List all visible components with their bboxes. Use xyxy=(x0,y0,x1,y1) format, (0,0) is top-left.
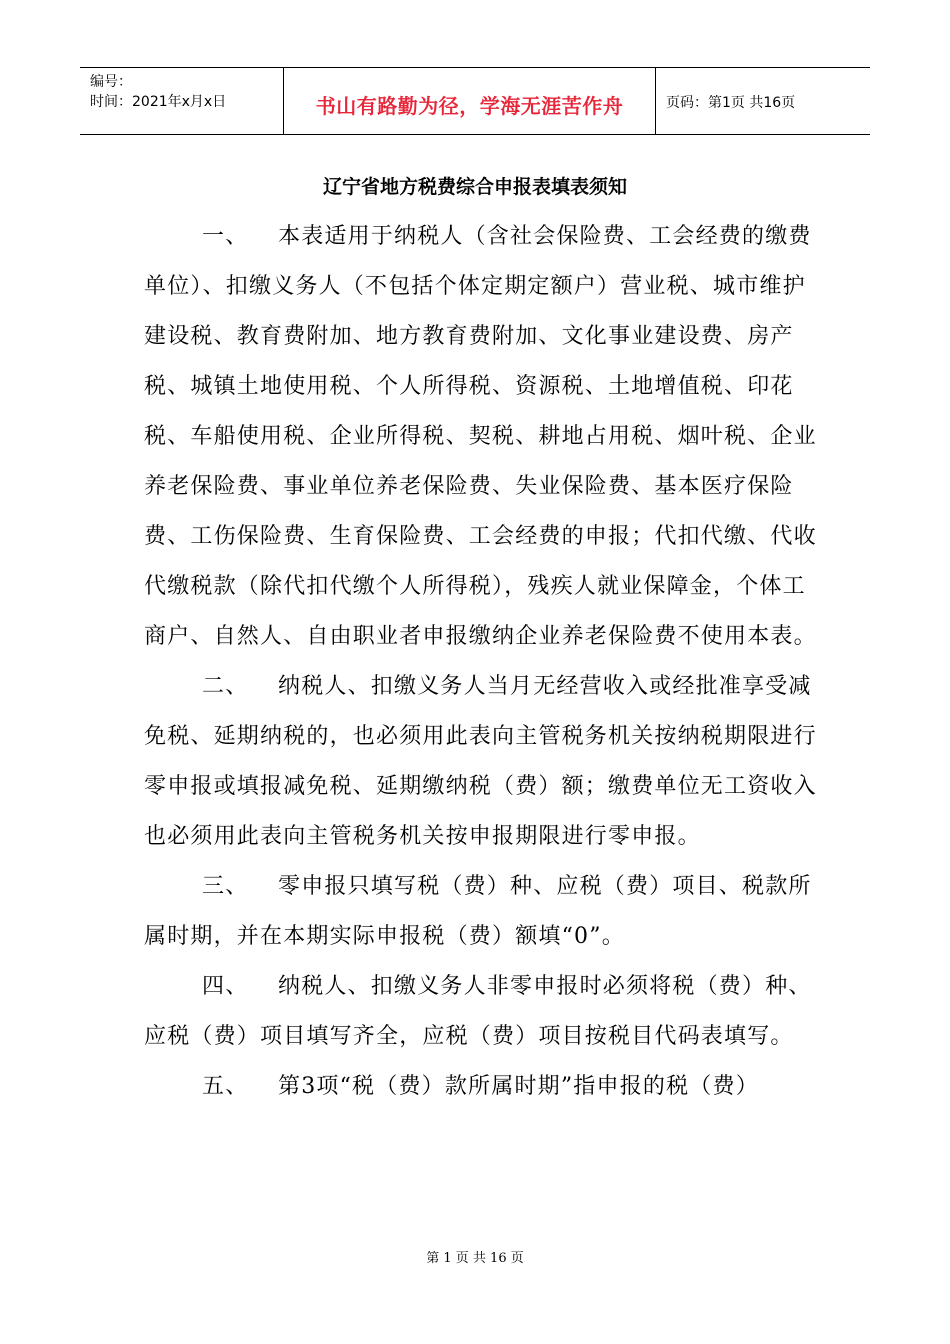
header-motto-cell xyxy=(283,68,656,134)
paragraph-number: 二、 xyxy=(202,674,249,699)
paragraph-3 xyxy=(144,862,820,962)
paragraph-4 xyxy=(144,962,820,1062)
page-info: 页码：第1页 共16页 xyxy=(666,95,796,111)
paragraph-text: 第3项“税（费）款所属时期”指申报的税（费） xyxy=(278,1074,759,1099)
paragraph-text: 纳税人、扣缴义务人当月无经营收入或经批准享受减免税、延期纳税的，也必须用此表向主管税务机关按纳税期限进行零申报或填报减免税、延期缴纳税（费）额；缴费单位无工资收入也必须用此表向主管税务机关按申报期限进行零申报。 xyxy=(144,674,817,849)
paragraph-number: 一、 xyxy=(202,224,249,249)
header-page-cell xyxy=(656,68,870,134)
paragraph-number: 四、 xyxy=(202,974,249,999)
document-body xyxy=(144,212,820,1112)
header-meta-cell xyxy=(80,68,283,134)
paragraph-text: 本表适用于纳税人（含社会保险费、工会经费的缴费单位）、扣缴义务人（不包括个体定期定额户）营业税、城市维护建设税、教育费附加、地方教育费附加、文化事业建设费、房产税、城镇土地使用税、个人所得税、资源税、土地增值税、印花税、车船使用税、企业所得税、契税、耕地占用税、烟叶税、企业养老保险费、事业单位养老保险费、失业保险费、基本医疗保险费、工伤保险费、生育保险费、工会经费的申报；代扣代缴、代收代缴税款（除代扣代缴个人所得税），残疾人就业保障金，个体工商户、自然人、自由职业者申报缴纳企业养老保险费不使用本表。 xyxy=(144,224,817,649)
page-footer: 第 1 页 共 16 页 xyxy=(426,1251,524,1266)
paragraph-1 xyxy=(144,212,820,662)
paragraph-number: 五、 xyxy=(202,1074,249,1099)
paragraph-number: 三、 xyxy=(202,874,249,899)
paragraph-text: 纳税人、扣缴义务人非零申报时必须将税（费）种、应税（费）项目填写齐全，应税（费）项目按税目代码表填写。 xyxy=(144,974,812,1049)
paragraph-2 xyxy=(144,662,820,862)
document-code-label: 编号： xyxy=(90,74,132,90)
paragraph-5 xyxy=(144,1062,820,1112)
motto-text: 书山有路勤为径，学海无涯苦作舟 xyxy=(315,94,624,118)
paragraph-text: 零申报只填写税（费）种、应税（费）项目、税款所属时期，并在本期实际申报税（费）额填“0”。 xyxy=(144,874,812,949)
document-time-label: 时间：2021年x月x日 xyxy=(90,94,227,110)
document-title: 辽宁省地方税费综合申报表填表须知 xyxy=(322,176,627,198)
header-table xyxy=(80,67,870,135)
